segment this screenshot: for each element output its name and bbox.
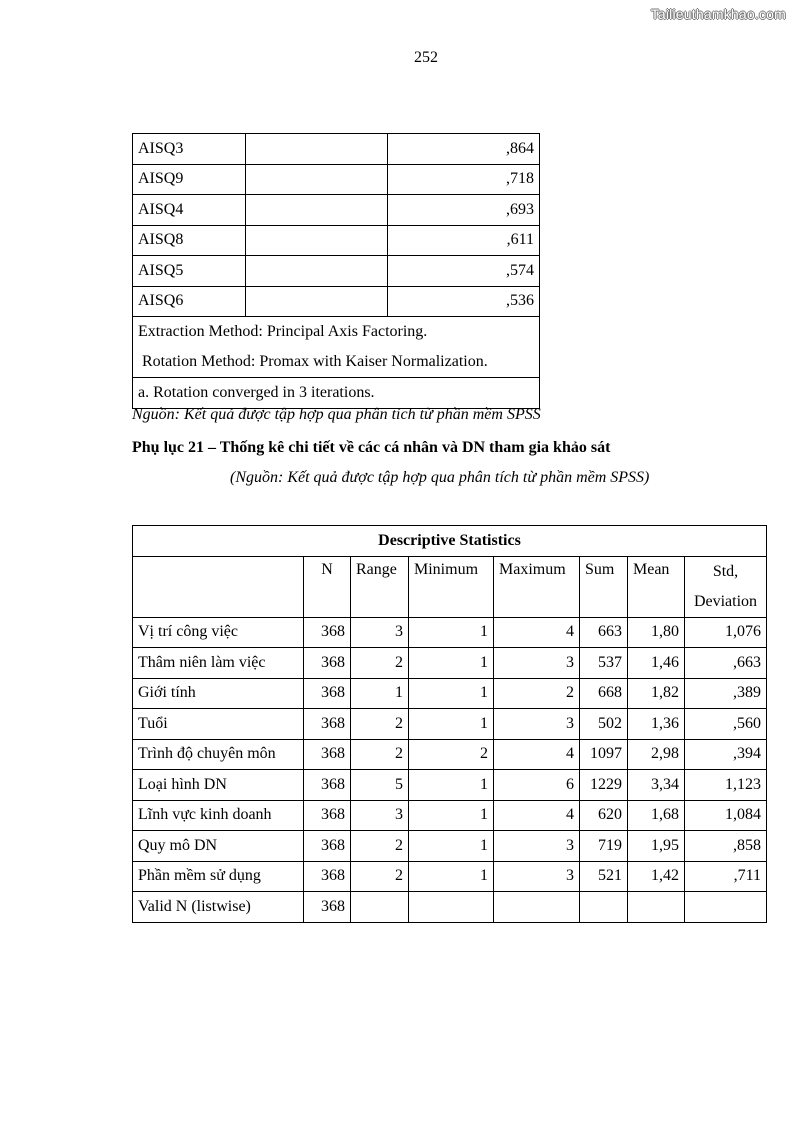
rotation-method-note: Rotation Method: Promax with Kaiser Normalization. [142, 353, 488, 370]
cell-mean: 1,46 [628, 648, 685, 679]
cell-std [685, 892, 767, 923]
cell-sum: 537 [580, 648, 628, 679]
page-number: 252 [414, 49, 438, 66]
cell-std: ,663 [685, 648, 767, 679]
cell-n: 368 [304, 617, 351, 648]
cell-n: 368 [304, 892, 351, 923]
cell-sum: 668 [580, 678, 628, 709]
table-row [133, 800, 767, 831]
empty-cell [246, 286, 388, 317]
row-label: Tuổi [133, 709, 304, 740]
cell-minimum: 1 [409, 617, 494, 648]
empty-cell [246, 164, 388, 195]
cell-n: 368 [304, 800, 351, 831]
cell-sum: 1229 [580, 770, 628, 801]
header-blank [133, 556, 304, 617]
loading-value-cell: ,864 [388, 134, 540, 165]
table-row [133, 648, 767, 679]
appendix-title: Phụ lục 21 – Thống kê chi tiết về các cá nhân và DN tham gia khảo sát [132, 439, 611, 456]
watermark: Tailieuthamkhao.com [650, 6, 786, 22]
source-caption-appendix: (Nguồn: Kết quả được tập hợp qua phân tích từ phần mềm SPSS) [230, 469, 650, 486]
header-mean: Mean [628, 556, 685, 617]
cell-n: 368 [304, 861, 351, 892]
cell-std: 1,084 [685, 800, 767, 831]
cell-std: ,394 [685, 739, 767, 770]
cell-minimum: 1 [409, 861, 494, 892]
cell-maximum: 4 [494, 739, 580, 770]
table-row [133, 739, 767, 770]
cell-mean: 1,68 [628, 800, 685, 831]
empty-cell [246, 256, 388, 287]
table-title-row [133, 526, 767, 557]
header-minimum: Minimum [409, 556, 494, 617]
cell-maximum: 2 [494, 678, 580, 709]
cell-range: 3 [351, 617, 409, 648]
cell-minimum: 1 [409, 678, 494, 709]
empty-cell [246, 134, 388, 165]
table-row [133, 770, 767, 801]
table-row [133, 225, 540, 256]
cell-minimum: 1 [409, 648, 494, 679]
cell-n: 368 [304, 770, 351, 801]
loading-value-cell: ,718 [388, 164, 540, 195]
cell-maximum: 4 [494, 617, 580, 648]
row-label: Phần mềm sử dụng [133, 861, 304, 892]
cell-maximum: 4 [494, 800, 580, 831]
cell-range: 2 [351, 709, 409, 740]
cell-mean: 1,42 [628, 861, 685, 892]
table-row [133, 892, 767, 923]
item-cell: AISQ3 [133, 134, 246, 165]
item-cell: AISQ4 [133, 195, 246, 226]
cell-maximum: 3 [494, 831, 580, 862]
header-maximum: Maximum [494, 556, 580, 617]
row-label: Thâm niên làm việc [133, 648, 304, 679]
cell-n: 368 [304, 831, 351, 862]
cell-std: 1,076 [685, 617, 767, 648]
cell-minimum: 1 [409, 800, 494, 831]
header-std-line1: Std, [712, 562, 739, 580]
cell-std: ,711 [685, 861, 767, 892]
cell-minimum: 1 [409, 709, 494, 740]
cell-minimum: 1 [409, 770, 494, 801]
cell-sum: 1097 [580, 739, 628, 770]
cell-mean: 1,80 [628, 617, 685, 648]
row-label: Loại hình DN [133, 770, 304, 801]
cell-maximum [494, 892, 580, 923]
table-row [133, 164, 540, 195]
cell-sum: 502 [580, 709, 628, 740]
cell-sum: 521 [580, 861, 628, 892]
cell-std: 1,123 [685, 770, 767, 801]
cell-maximum: 3 [494, 861, 580, 892]
cell-mean: 2,98 [628, 739, 685, 770]
table-row [133, 617, 767, 648]
extraction-method-note: Extraction Method: Principal Axis Factoring. [138, 323, 428, 340]
header-n: N [304, 556, 351, 617]
header-std-line2: Deviation [693, 592, 758, 610]
cell-range: 2 [351, 648, 409, 679]
item-cell: AISQ9 [133, 164, 246, 195]
cell-mean [628, 892, 685, 923]
table-note-row [133, 378, 540, 409]
row-label: Trình độ chuyên môn [133, 739, 304, 770]
rotation-converged-note: a. Rotation converged in 3 iterations. [133, 378, 540, 409]
cell-range: 3 [351, 800, 409, 831]
cell-range: 2 [351, 861, 409, 892]
table-row [133, 861, 767, 892]
cell-mean: 1,82 [628, 678, 685, 709]
loading-value-cell: ,611 [388, 225, 540, 256]
table-title: Descriptive Statistics [133, 526, 767, 557]
item-cell: AISQ5 [133, 256, 246, 287]
cell-sum: 719 [580, 831, 628, 862]
cell-std: ,858 [685, 831, 767, 862]
cell-n: 368 [304, 648, 351, 679]
cell-maximum: 6 [494, 770, 580, 801]
cell-sum: 620 [580, 800, 628, 831]
cell-range [351, 892, 409, 923]
row-label: Valid N (listwise) [133, 892, 304, 923]
cell-n: 368 [304, 709, 351, 740]
cell-range: 5 [351, 770, 409, 801]
method-note-cell [133, 317, 540, 378]
cell-std: ,560 [685, 709, 767, 740]
header-std-deviation [685, 556, 767, 617]
empty-cell [246, 225, 388, 256]
source-caption: Nguồn: Kết quả được tập hợp qua phân tích từ phần mềm SPSS [132, 406, 541, 423]
cell-minimum: 1 [409, 831, 494, 862]
cell-std: ,389 [685, 678, 767, 709]
cell-range: 2 [351, 831, 409, 862]
table-row [133, 286, 540, 317]
cell-range: 1 [351, 678, 409, 709]
table-row [133, 709, 767, 740]
cell-maximum: 3 [494, 709, 580, 740]
cell-n: 368 [304, 678, 351, 709]
descriptive-statistics-table [132, 525, 767, 923]
table-header-row [133, 556, 767, 617]
cell-sum: 663 [580, 617, 628, 648]
row-label: Vị trí công việc [133, 617, 304, 648]
loading-value-cell: ,693 [388, 195, 540, 226]
cell-mean: 1,95 [628, 831, 685, 862]
cell-minimum: 2 [409, 739, 494, 770]
cell-mean: 3,34 [628, 770, 685, 801]
table-row [133, 134, 540, 165]
factor-loading-table [132, 133, 540, 409]
cell-mean: 1,36 [628, 709, 685, 740]
header-range: Range [351, 556, 409, 617]
cell-range: 2 [351, 739, 409, 770]
cell-minimum [409, 892, 494, 923]
table-note-row [133, 317, 540, 378]
empty-cell [246, 195, 388, 226]
row-label: Lĩnh vực kinh doanh [133, 800, 304, 831]
cell-sum [580, 892, 628, 923]
header-sum: Sum [580, 556, 628, 617]
table-row [133, 831, 767, 862]
table-row [133, 195, 540, 226]
table-row [133, 678, 767, 709]
cell-maximum: 3 [494, 648, 580, 679]
item-cell: AISQ6 [133, 286, 246, 317]
row-label: Giới tính [133, 678, 304, 709]
loading-value-cell: ,574 [388, 256, 540, 287]
cell-n: 368 [304, 739, 351, 770]
row-label: Quy mô DN [133, 831, 304, 862]
loading-value-cell: ,536 [388, 286, 540, 317]
table-row [133, 256, 540, 287]
item-cell: AISQ8 [133, 225, 246, 256]
